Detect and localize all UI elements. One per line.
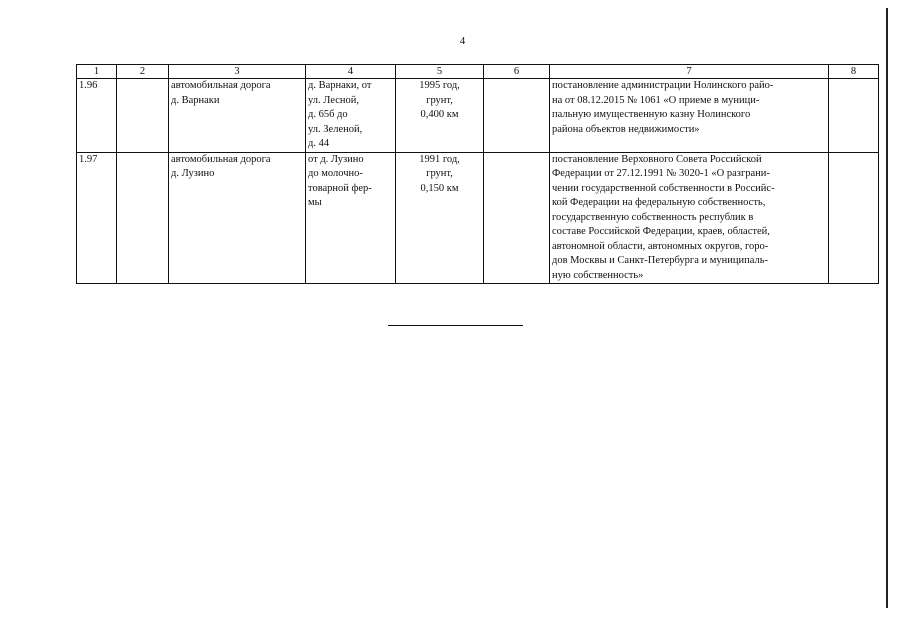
legal-basis: постановление администрации Нолинского райо- на от 08.12.2015 № 1061 «О приеме в муници- пальную имущественную казну Нолинского района объектов недвижимости» — [550, 79, 829, 153]
cell-col6 — [484, 79, 550, 153]
header-row — [77, 65, 879, 79]
cell-col2 — [117, 152, 169, 284]
table-row — [77, 79, 879, 153]
column-header-5: 5 — [396, 65, 484, 79]
page-number: 4 — [459, 35, 466, 47]
cell-col6 — [484, 152, 550, 284]
cell-col2 — [117, 79, 169, 153]
column-header-2: 2 — [117, 65, 169, 79]
cell-col8 — [829, 152, 879, 284]
page-edge-line — [886, 8, 888, 608]
object-name: автомобильная дорога д. Лузино — [169, 152, 306, 284]
object-location: д. Варнаки, от ул. Лесной, д. 65б до ул. Зеленой, д. 44 — [306, 79, 396, 153]
legal-basis: постановление Верховного Совета Российской Федерации от 27.12.1991 № 3020-1 «О разграни- чении государственной собственности в Российс- кой Федерации на федеральную собственность, государственную собственность республик в составе Российской Федерации, краев, областей, автономной области, автономных округов, горо- дов Москвы и Санкт-Петербурга и муниципаль- ную собственность» — [550, 152, 829, 284]
column-header-6: 6 — [484, 65, 550, 79]
end-of-document-rule — [388, 325, 523, 326]
column-header-1: 1 — [77, 65, 117, 79]
row-number: 1.97 — [77, 152, 117, 284]
row-number: 1.96 — [77, 79, 117, 153]
object-name: автомобильная дорога д. Варнаки — [169, 79, 306, 153]
object-location: от д. Лузино до молочно- товарной фер- мы — [306, 152, 396, 284]
column-header-7: 7 — [550, 65, 829, 79]
cell-col8 — [829, 79, 879, 153]
column-header-8: 8 — [829, 65, 879, 79]
table-row — [77, 152, 879, 284]
object-details: 1991 год, грунт, 0,150 км — [396, 152, 484, 284]
object-details: 1995 год, грунт, 0,400 км — [396, 79, 484, 153]
column-header-3: 3 — [169, 65, 306, 79]
registry-table — [76, 64, 879, 284]
column-header-4: 4 — [306, 65, 396, 79]
